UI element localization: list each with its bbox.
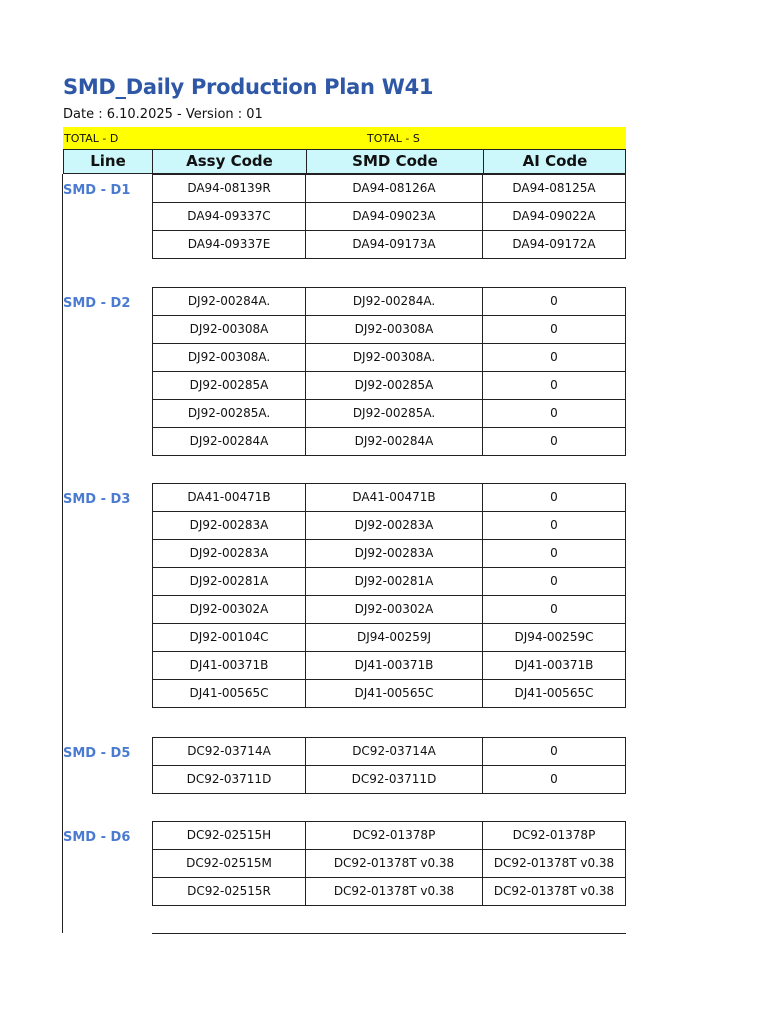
ai-code-cell: 0 bbox=[482, 511, 626, 540]
smd-code-cell: DJ41-00565C bbox=[305, 679, 483, 708]
date-version-line: Date : 6.10.2025 - Version : 01 bbox=[63, 107, 263, 122]
ai-code-cell: DC92-01378T v0.38 bbox=[482, 849, 626, 878]
ai-code-cell: DJ41-00565C bbox=[482, 679, 626, 708]
smd-code-cell: DJ92-00308A bbox=[305, 315, 483, 344]
assy-code-cell: DJ92-00284A. bbox=[152, 287, 306, 316]
ai-code-cell: 0 bbox=[482, 737, 626, 766]
smd-code-cell: DJ94-00259J bbox=[305, 623, 483, 652]
totals-bar bbox=[63, 127, 626, 149]
ai-code-cell: 0 bbox=[482, 483, 626, 512]
smd-code-cell: DA94-09173A bbox=[305, 230, 483, 259]
ai-code-cell: 0 bbox=[482, 427, 626, 456]
smd-code-cell: DJ41-00371B bbox=[305, 651, 483, 680]
assy-code-cell: DJ92-00308A. bbox=[152, 343, 306, 372]
ai-code-cell: 0 bbox=[482, 287, 626, 316]
line-label: SMD - D3 bbox=[63, 492, 131, 507]
assy-code-cell: DA41-00471B bbox=[152, 483, 306, 512]
assy-code-cell: DJ92-00285A. bbox=[152, 399, 306, 428]
line-label: SMD - D2 bbox=[63, 296, 131, 311]
assy-code-cell: DC92-02515M bbox=[152, 849, 306, 878]
assy-code-cell: DJ92-00104C bbox=[152, 623, 306, 652]
ai-code-cell: 0 bbox=[482, 765, 626, 794]
smd-code-cell: DJ92-00285A bbox=[305, 371, 483, 400]
assy-code-cell: DJ92-00283A bbox=[152, 511, 306, 540]
assy-code-cell: DJ92-00308A bbox=[152, 315, 306, 344]
header-smd-code: SMD Code bbox=[306, 150, 483, 173]
assy-code-cell: DA94-09337C bbox=[152, 202, 306, 231]
assy-code-cell: DJ92-00285A bbox=[152, 371, 306, 400]
header-assy-code: Assy Code bbox=[152, 150, 306, 173]
table-bottom-border bbox=[152, 933, 626, 934]
assy-code-cell: DJ92-00302A bbox=[152, 595, 306, 624]
smd-code-cell: DA41-00471B bbox=[305, 483, 483, 512]
smd-code-cell: DC92-03714A bbox=[305, 737, 483, 766]
assy-code-cell: DC92-02515R bbox=[152, 877, 306, 906]
line-label: SMD - D5 bbox=[63, 746, 131, 761]
assy-code-cell: DA94-08139R bbox=[152, 174, 306, 203]
assy-code-cell: DC92-03714A bbox=[152, 737, 306, 766]
page-title: SMD_Daily Production Plan W41 bbox=[63, 75, 434, 99]
smd-code-cell: DC92-01378P bbox=[305, 821, 483, 850]
smd-code-cell: DA94-08126A bbox=[305, 174, 483, 203]
smd-code-cell: DJ92-00285A. bbox=[305, 399, 483, 428]
smd-code-cell: DC92-01378T v0.38 bbox=[305, 877, 483, 906]
smd-code-cell: DC92-03711D bbox=[305, 765, 483, 794]
total-d-label: TOTAL - D bbox=[64, 132, 119, 145]
header-line: Line bbox=[90, 152, 126, 170]
assy-code-cell: DJ92-00284A bbox=[152, 427, 306, 456]
ai-code-cell: DJ41-00371B bbox=[482, 651, 626, 680]
assy-code-cell: DC92-02515H bbox=[152, 821, 306, 850]
smd-code-cell: DC92-01378T v0.38 bbox=[305, 849, 483, 878]
ai-code-cell: 0 bbox=[482, 315, 626, 344]
ai-code-cell: 0 bbox=[482, 371, 626, 400]
ai-code-cell: 0 bbox=[482, 343, 626, 372]
smd-code-cell: DJ92-00308A. bbox=[305, 343, 483, 372]
ai-code-cell: DA94-09022A bbox=[482, 202, 626, 231]
assy-code-cell: DJ92-00283A bbox=[152, 539, 306, 568]
ai-code-cell: 0 bbox=[482, 539, 626, 568]
smd-code-cell: DJ92-00284A bbox=[305, 427, 483, 456]
smd-code-cell: DA94-09023A bbox=[305, 202, 483, 231]
smd-code-cell: DJ92-00281A bbox=[305, 567, 483, 596]
total-s-label: TOTAL - S bbox=[367, 132, 420, 145]
ai-code-cell: 0 bbox=[482, 595, 626, 624]
smd-code-cell: DJ92-00284A. bbox=[305, 287, 483, 316]
ai-code-cell: DA94-08125A bbox=[482, 174, 626, 203]
assy-code-cell: DC92-03711D bbox=[152, 765, 306, 794]
table-left-border bbox=[62, 174, 63, 933]
assy-code-cell: DJ92-00281A bbox=[152, 567, 306, 596]
line-label: SMD - D6 bbox=[63, 830, 131, 845]
ai-code-cell: DC92-01378P bbox=[482, 821, 626, 850]
line-label: SMD - D1 bbox=[63, 183, 131, 198]
smd-code-cell: DJ92-00302A bbox=[305, 595, 483, 624]
ai-code-cell: 0 bbox=[482, 567, 626, 596]
assy-code-cell: DJ41-00565C bbox=[152, 679, 306, 708]
ai-code-cell: DA94-09172A bbox=[482, 230, 626, 259]
smd-code-cell: DJ92-00283A bbox=[305, 511, 483, 540]
assy-code-cell: DA94-09337E bbox=[152, 230, 306, 259]
assy-code-cell: DJ41-00371B bbox=[152, 651, 306, 680]
header-ai-code: AI Code bbox=[483, 150, 626, 173]
ai-code-cell: DJ94-00259C bbox=[482, 623, 626, 652]
ai-code-cell: DC92-01378T v0.38 bbox=[482, 877, 626, 906]
ai-code-cell: 0 bbox=[482, 399, 626, 428]
table-header bbox=[63, 149, 626, 174]
smd-code-cell: DJ92-00283A bbox=[305, 539, 483, 568]
